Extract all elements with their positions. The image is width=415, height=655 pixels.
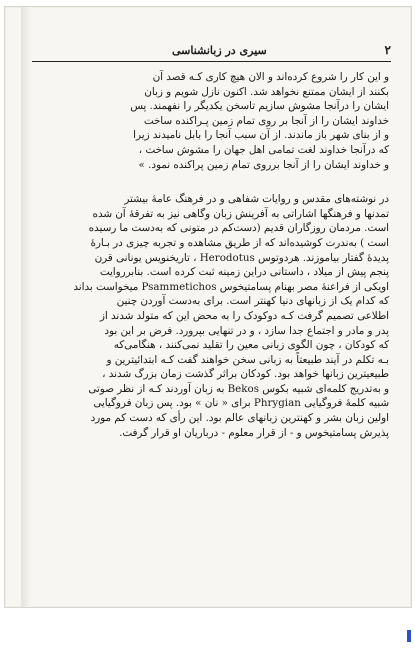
- running-title: سیری در زبانشناسی: [172, 44, 267, 57]
- paragraph-herodotus: در نوشته‌های مقدس و روایات شفاهی و در فرهنگ عامهٔ بیشتر تمدنها و فرهنگها اشاراتی به آفرینش زبان وگاهی نیز به تفرقهٔ آن شده است. مردمان روزگاران قدیم (دست‌کم در متونی که به‌دست ما رسیده است ) به‌ندرت کوشیده‌اند که از طریق مشاهده و تجربه چیزی در بـارهٔ پدیدهٔ گفتار بیاموزند. هردوتوس Herodotus ، تاریخنویس یونانی قرن پنجم پیش از میلاد ، داستانی دراین زمینه ثبت کرده است. بنابرروایت اویکی از فراعنهٔ مصر بهنام پسامتیخوس Psammetichos میخواست بداند که کدام یک از زبانهای دنیا کهنتر است. برای به‌دست آوردن چنین اطلاعی تصمیم گرفت کـه دوکودک را به محض این که متولد شدند از پدر و مادر و اجتماع جدا سازد ، و در تنهایی بپرورد. فرض بر این بود که کودکان ، چون الگوی زبانی معین را تقلید نمی‌کنند ، هنگامی‌که بـه تکلم در آیند طبیعتاً به زبانی سخن خواهند گفت کـه ابتدائیترین و طبیعیترین زبانها خواهد بود. کودکان براثر گذشت زمان بزرگ شدند ، و به‌تدریج کلمه‌ای شبیه بکوس Bekos به زبان آوردند کـه از نظر صوتی شبیه کلمهٔ فروگیایی Phrygian برای « نان » بود. پس زبان فروگیایی اولین زبان بشر و کهنترین زبانهای عالم بود. این رأی که دست کم مورد پذیرش پسامتیخوس و - از قرار معلوم - درباریان او قرار گرفت.: [73, 193, 389, 439]
- paragraph-babel-quote: و این کار را شروع کرده‌اند و الان هیچ کاری کـه قصد آن بکنند از ایشان ممتنع نخواهد شد. اکنون نازل شویم و زبان ایشان را درآنجا مشوش سازیم تاسخن یکدیگر را نفهمند. پس خداوند ایشان را از آنجا بر روی تمام زمین پـراکنده ساخت و از بنای شهر باز ماندند. از آن سبب آنجا را بابل نامیدند زیرا که درآنجا خداوند لغت تمامی اهل جهان را مشوش ساخت ، و خداوند ایشان را از آنجا برروی تمام زمین پراکنده نمود. »: [130, 71, 389, 171]
- scanned-page: [4, 6, 412, 608]
- page-number: ۲: [384, 43, 391, 57]
- book-page: [32, 43, 391, 595]
- viewer-scroll-indicator: [407, 630, 411, 642]
- page-fold-shadow: [21, 7, 31, 607]
- page-header: [32, 43, 391, 62]
